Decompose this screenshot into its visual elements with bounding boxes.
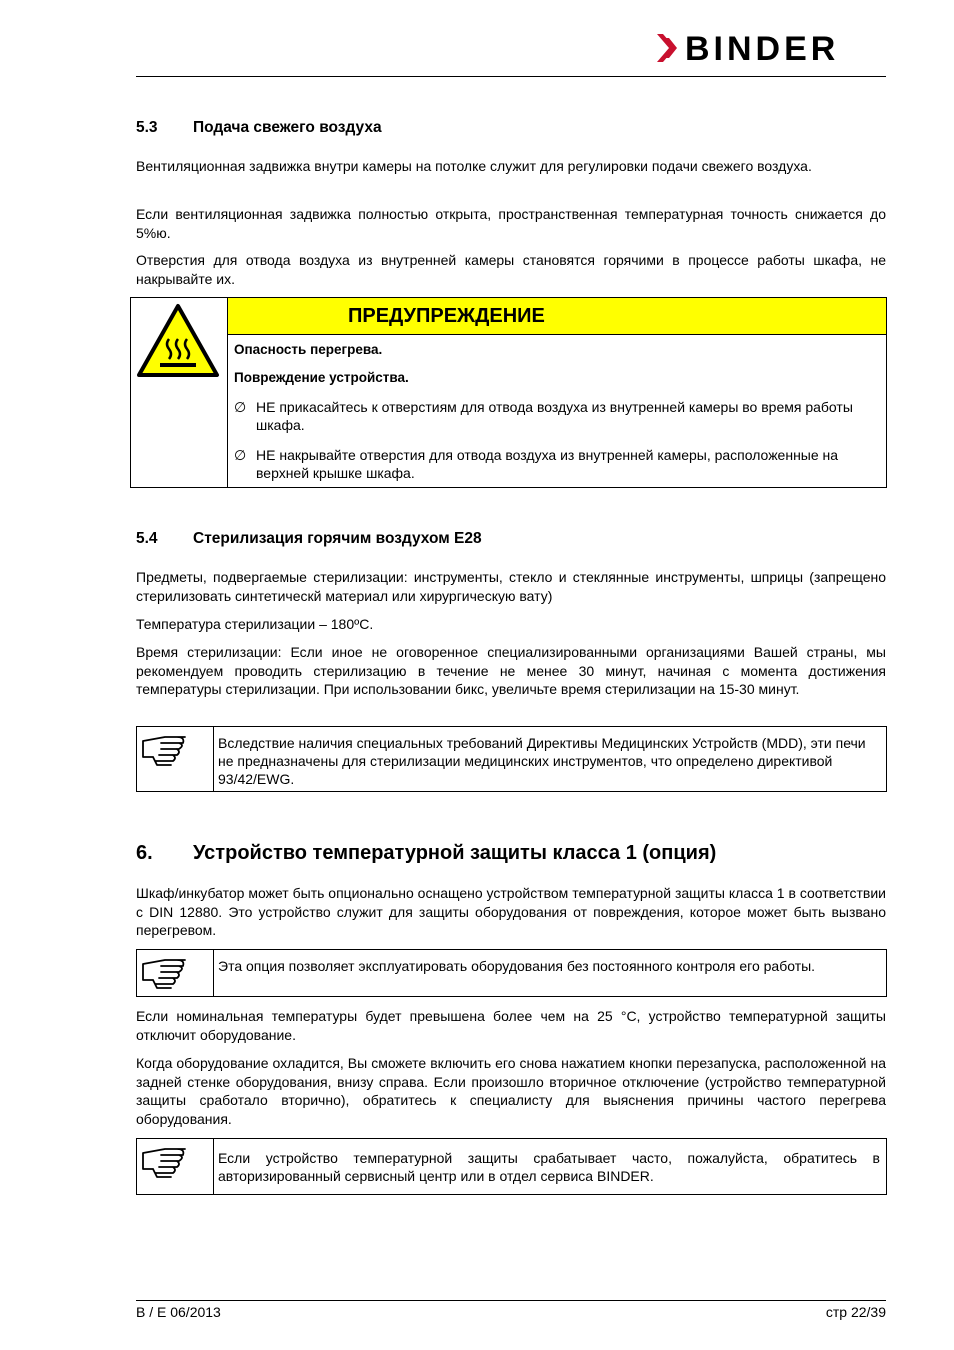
- paragraph: Если вентиляционная задвижка полностью открыта, пространственная температурная точность снижается до 5%ю.: [136, 206, 886, 241]
- section-title: Подача свежего воздуха: [193, 119, 382, 136]
- warning-item: [234, 446, 856, 482]
- logo-text: BINDER: [685, 30, 840, 68]
- note-box: [136, 1138, 887, 1195]
- paragraph: Температура стерилизации – 180ºC.: [136, 616, 374, 632]
- note-icon-cell: [137, 727, 214, 791]
- paragraph: Отверстия для отвода воздуха из внутренней камеры становятся горячими в процессе работы шкафа, не накрывайте их.: [136, 252, 886, 287]
- note-box: [136, 949, 887, 997]
- prohibition-icon: ∅: [234, 447, 247, 463]
- warning-item-text: НЕ прикасайтесь к отверстиям для отвода воздуха из внутренней камеры во время работы шкафа.: [256, 399, 853, 433]
- note-text: Если устройство температурной защиты срабатывает часто, пожалуйста, обратитесь в авторизированный сервисный центр или в отдел сервиса BINDER.: [218, 1150, 880, 1184]
- note-box: [136, 726, 887, 792]
- note-text: Эта опция позволяет эксплуатировать оборудования без постоянного контроля его работы.: [218, 958, 816, 974]
- section-6-heading: [136, 842, 886, 868]
- hot-surface-warning-icon: [136, 303, 220, 379]
- section-number: 5.3: [136, 119, 158, 136]
- prohibition-icon: ∅: [234, 399, 247, 415]
- warning-consequence: Повреждение устройства.: [234, 370, 409, 385]
- paragraph: Предметы, подвергаемые стерилизации: инструменты, стекло и стеклянные инструменты, шприцы (запрещено стерилизовать синтетическй материал или хирургическую вату): [136, 569, 886, 604]
- pointing-hand-icon: [141, 731, 187, 769]
- pointing-hand-icon: [141, 954, 187, 992]
- note-icon-cell: [137, 1139, 214, 1194]
- section-number: 6.: [136, 842, 153, 864]
- pointing-hand-icon: [141, 1143, 187, 1181]
- warning-box: [130, 297, 887, 488]
- warning-title: ПРЕДУПРЕЖДЕНИЕ: [228, 298, 886, 335]
- note-text: Вследствие наличия специальных требований Директивы Медицинских Устройств (MDD), эти печи не предназначены для стерилизации медицинских инструментов, что определено директивой 93/42/EWG.: [218, 735, 866, 787]
- warning-item-text: НЕ накрывайте отверстия для отвода воздуха из внутренней камеры, расположенные на верхней крышке шкафа.: [256, 447, 839, 481]
- section-title: Стерилизация горячим воздухом E28: [193, 530, 482, 547]
- paragraph: Шкаф/инкубатор может быть опционально оснащено устройством температурной защиты класса 1 в соответствии с DIN 12880. Это устройство служит для защиты оборудования от повреждения, которое может быть вызвано перегревом.: [136, 885, 886, 938]
- section-title: Устройство температурной защиты класса 1 (опция): [193, 842, 717, 864]
- footer-divider: [136, 1300, 886, 1301]
- section-5-4-heading: [136, 530, 886, 550]
- footer-page-number: стр 22/39: [825, 1304, 886, 1320]
- paragraph: Если номинальная температуры будет превышена более чем на 25 °C, устройство температурной защиты отключит оборудование.: [136, 1008, 886, 1043]
- section-5-3-heading: [136, 119, 886, 139]
- header-divider: [136, 76, 886, 77]
- warning-hazard: Опасность перегрева.: [234, 342, 383, 357]
- warning-item: [234, 398, 886, 434]
- footer-edition: B / E 06/2013: [136, 1304, 221, 1320]
- note-icon-cell: [137, 950, 214, 996]
- paragraph: Время стерилизации: Если иное не оговоренное специализированными организациями Вашей страны, мы рекомендуем проводить стерилизацию в течение не менее 30 минут, начиная с момента достижения температуры стерилизации. При использовании бикс, увеличьте время стерилизации на 15-30 минут.: [136, 644, 886, 697]
- paragraph: Вентиляционная задвижка внутри камеры на потолке служит для регулировки подачи свежего воздуха.: [136, 158, 812, 174]
- warning-icon-cell: [131, 298, 228, 487]
- paragraph: Когда оборудование охладится, Вы сможете включить его снова нажатием кнопки перезапуска, расположенной на задней стенке оборудования, внизу справа. Если произошло вторичное отключение (устройство температурной защиты сработало вторично), обратитесь к специалисту для выяснения причины частого перегрева оборудования.: [136, 1055, 886, 1127]
- section-number: 5.4: [136, 530, 158, 547]
- binder-logo: [655, 28, 887, 68]
